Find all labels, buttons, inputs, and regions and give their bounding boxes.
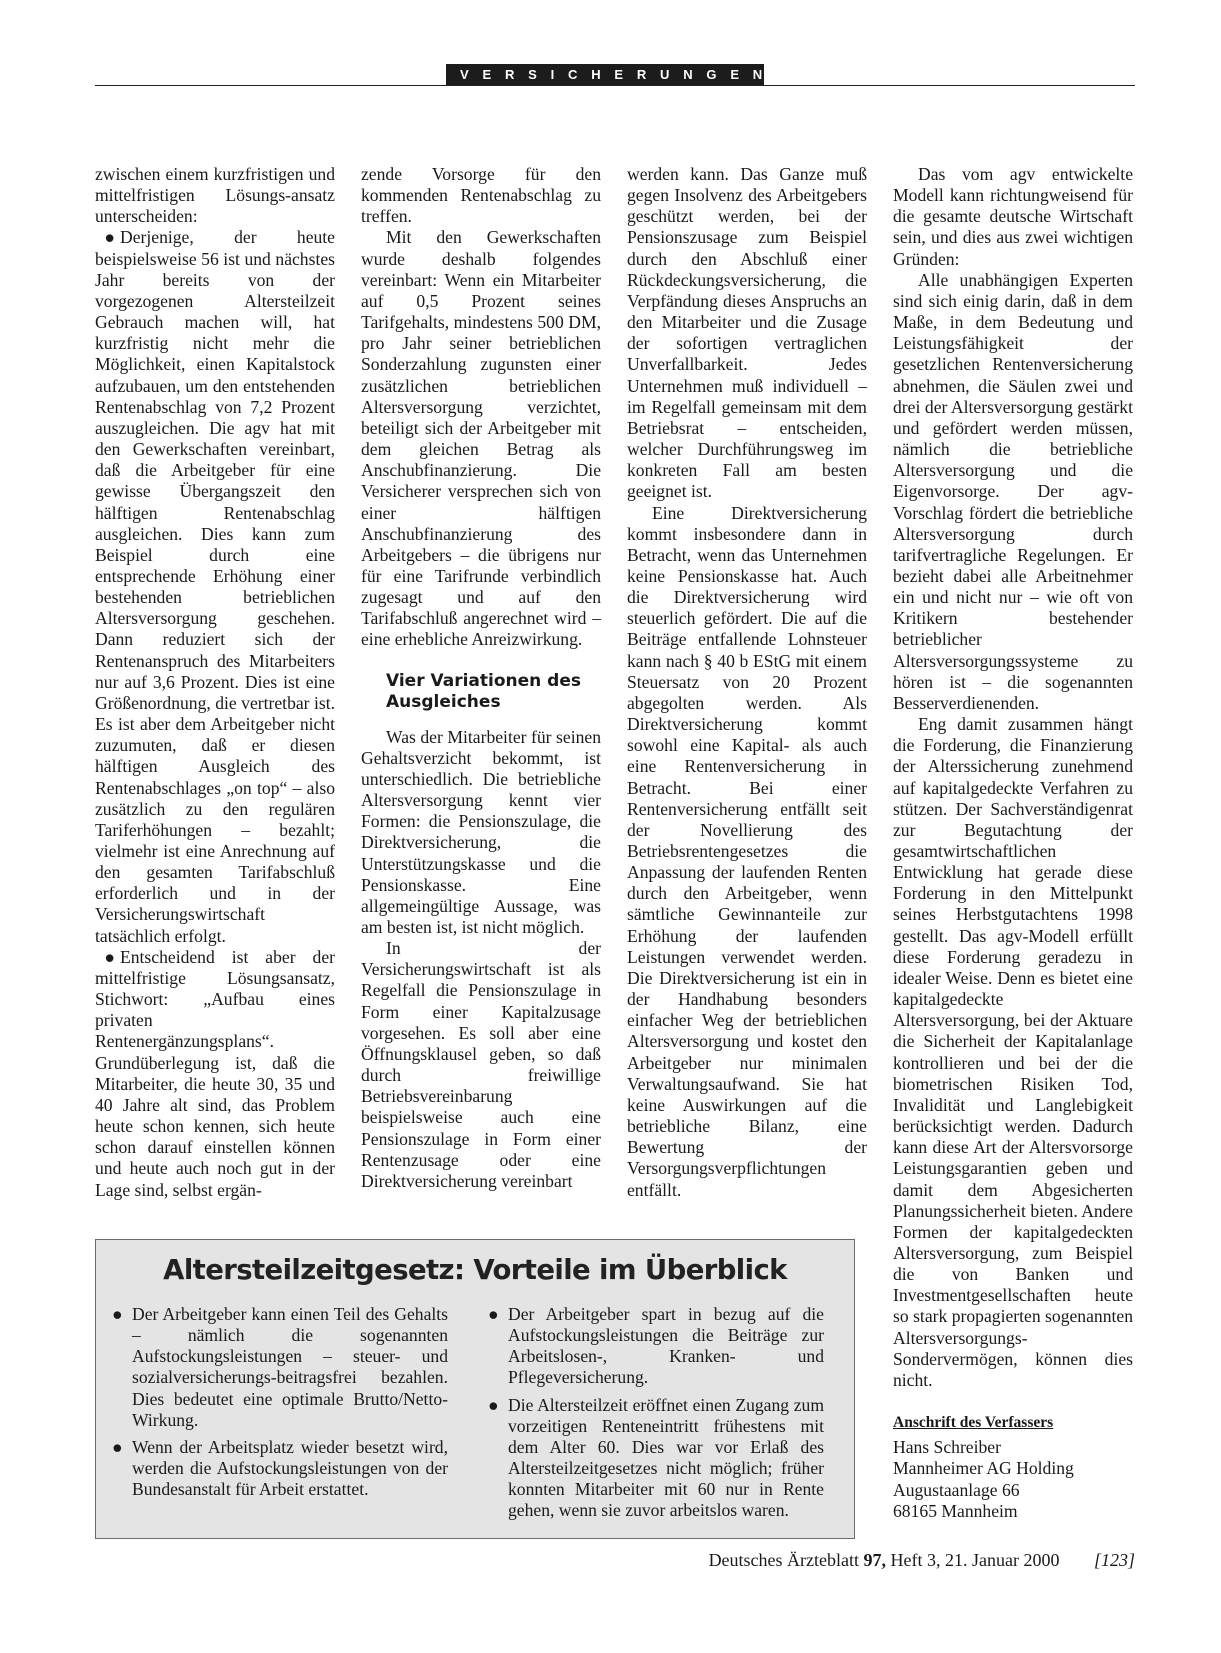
paragraph: zwischen einem kurzfristigen und mittelfristigen Lösungs-ansatz unterscheiden: <box>95 164 335 227</box>
paragraph: Eng damit zusammen hängt die Forderung, die Finanzierung der Alterssicherung zunehmend auf kapitalgedeckte Verfahren zu stützen. Der Sachverständigenrat zur Begutachtung der gesamtwirtschaftlichen Entwicklung hat gerade diese Forderung in den Mittelpunkt seines Herbstgutachtens 1998 gestellt. Das agv-Modell erfüllt diese Forderung geradezu in idealer Weise. Denn es bietet eine kapitalgedeckte Altersversorgung, bei der Aktuare die Sicherheit der Kapitalanlage kontrollieren und bei der die biometrischen Risiken Tod, Invalidität und Langlebigkeit berücksichtigt werden. Dadurch kann diese Art der Altersvorsorge Leistungsgarantien geben und damit dem Abgesicherten Planungssicherheit bieten. Andere Formen der kapitalgedeckten Altersversorgung, zum Beispiel die von Banken und Investmentgesellschaften heute so stark propagierten sogenannten Altersversorgungs-Sondervermögen, können dies nicht. <box>893 714 1133 1390</box>
bullet-text: Entscheidend ist aber der mittelfristige Lösungsansatz, Stichwort: „Aufbau eines privaten Rentenergänzungsplans“. Grundüberlegung ist, daß die Mitarbeiter, die heute 30, 35 und 40 Jahre alt sind, das Problem heute schon kennen, sich heute schon darauf einstellen können und heute auch noch gut in der Lage sind, selbst ergän- <box>95 946 335 1200</box>
paragraph: Was der Mitarbeiter für seinen Gehaltsverzicht bekommt, ist unterschiedlich. Die betriebliche Altersversorgung kennt vier Formen: die Pensionszulage, die Direktversicherung, die Unterstützungskasse und die Pensionskasse. Eine allgemeingültige Aussage, was am besten ist, ist nicht möglich. <box>361 726 601 937</box>
info-box-item <box>108 1437 448 1500</box>
paragraph: werden kann. Das Ganze muß gegen Insolvenz des Arbeitgebers geschützt werden, bei der Pensionszusage zum Beispiel durch den Abschluß einer Rückdeckungsversicherung, die Verpfändung dieses Anspruchs an den Mitarbeiter und die Zusage der sofortigen vertraglichen Unverfallbarkeit. Jedes Unternehmen muß individuell – im Regelfall gemeinsam mit dem Betriebsrat – entscheiden, welcher Durchführungsweg im konkreten Fall am besten geeignet ist. <box>627 164 867 502</box>
info-box-item <box>484 1395 824 1522</box>
section-label: VERSICHERUNGEN <box>446 64 764 85</box>
info-box-item-text: Der Arbeitgeber kann einen Teil des Gehalts – nämlich die sogenannten Aufstockungsleistungen – steuer- und sozialversicherungs-beitragsfrei bezahlen. Dies bedeutet eine optimale Brutto/Netto-Wirkung. <box>132 1304 448 1430</box>
author-name: Hans Schreiber <box>893 1437 1001 1458</box>
info-box-item <box>108 1304 448 1431</box>
page-number: [123] <box>1093 1550 1135 1570</box>
bullet-paragraph <box>95 947 335 1201</box>
author-company: Mannheimer AG Holding <box>893 1458 1074 1479</box>
journal-issue: Heft 3, 21. Januar 2000 <box>890 1550 1060 1570</box>
paragraph: In der Versicherungswirtschaft ist als Regelfall die Pensionszulage in Form einer Kapitalzusage vorgesehen. Es soll aber eine Öffnungsklausel geben, so daß durch freiwillige Betriebsvereinbarung beispielsweise auch eine Pensionszulage in Form einer Rentenzusage oder eine Direktversicherung vereinbart <box>361 938 601 1191</box>
author-address-heading: Anschrift des Verfassers <box>893 1414 1054 1432</box>
info-box-item-text: Wenn der Arbeitsplatz wieder besetzt wird, werden die Aufstockungsleistungen von der Bundesanstalt für Arbeit erstattet. <box>132 1436 448 1500</box>
author-street: Augustaanlage 66 <box>893 1479 1020 1500</box>
article-column-1 <box>95 164 335 1201</box>
info-box-left-column <box>108 1304 448 1506</box>
paragraph: Das vom agv entwickelte Modell kann richtungweisend für die gesamte deutsche Wirtschaft sein, und dies aus zwei wichtigen Gründen: <box>893 164 1133 269</box>
bullet-text: Derjenige, der heute beispielsweise 56 ist und nächstes Jahr bereits von der vorgezogenen Altersteilzeit Gebrauch machen will, hat kurzfristig nicht mehr die Möglichkeit, einen Kapitalstock aufzubauen, um den entstehenden Rentenabschlag von 7,2 Prozent auszugleichen. Die agv hat mit den Gewerkschaften vereinbart, daß die Arbeitgeber für eine gewisse Übergangszeit den hälftigen Rentenabschlag ausgleichen. Dies kann zum Beispiel durch eine entsprechende Erhöhung einer bestehenden betrieblichen Altersversorgung geschehen. Dann reduziert sich der Rentenanspruch des Mitarbeiters nur auf 3,6 Prozent. Dies ist eine Größenordnung, die vertretbar ist. Es ist aber dem Arbeitgeber nicht zuzumuten, daß er diesen hälftigen Ausgleich des Rentenabschlages „on top“ – also zusätzlich zu den regulären Tariferhöhungen – bezahlt; vielmehr ist eine Anrechnung auf den gesamten Tarifabschluß erforderlich und in der Versicherungswirtschaft tatsächlich erfolgt. <box>95 227 335 946</box>
page-footer <box>0 1550 1135 1571</box>
bullet-icon: ● <box>112 1436 123 1457</box>
section-heading: Vier Variationen des Ausgleiches <box>386 670 582 712</box>
bullet-icon: ● <box>112 1304 123 1324</box>
info-box-title: Altersteilzeitgesetz: Vorteile im Überblick <box>163 1254 787 1286</box>
bullet-paragraph <box>95 227 335 946</box>
info-box-item <box>484 1304 824 1389</box>
article-column-2 <box>361 164 601 1192</box>
bullet-icon: ● <box>104 946 115 967</box>
article-column-4 <box>893 164 1133 1522</box>
article-column-3 <box>627 164 867 1201</box>
info-box-item-text: Die Altersteilzeit eröffnet einen Zugang zum vorzeitigen Renteneintritt frühestens mit dem Alter 60. Dies war vor Erlaß des Altersteilzeitgesetzes nicht möglich; früher konnten Mitarbeiter mit 60 nur in Rente gehen, wenn sie zuvor arbeitslos waren. <box>508 1394 824 1521</box>
bullet-icon: ● <box>488 1304 499 1324</box>
journal-name: Deutsches Ärzteblatt <box>708 1550 860 1570</box>
info-box-item-text: Der Arbeitgeber spart in bezug auf die Aufstockungsleistungen die Beiträge zur Arbeitslosen-, Kranken- und Pflegeversicherung. <box>508 1304 824 1388</box>
journal-volume: 97, <box>863 1550 887 1570</box>
paragraph: zende Vorsorge für den kommenden Rentenabschlag zu treffen. <box>361 164 601 227</box>
bullet-icon: ● <box>488 1394 499 1415</box>
paragraph: Alle unabhängigen Experten sind sich einig darin, daß in dem Maße, in dem Bedeutung und Leistungsfähigkeit der gesetzlichen Rentenversicherung abnehmen, die Säulen zwei und drei der Altersversorgung gestärkt und gefördert werden müssen, nämlich die betriebliche Altersversorgung und die Eigenvorsorge. Der agv-Vorschlag fördert die betriebliche Altersversorgung durch tarifvertragliche Regelungen. Er bezieht dabei alle Arbeitnehmer ein und nicht nur – wie oft von Kritikern bestehender betrieblicher Altersversorgungssysteme zu hören ist – die sogenannten Besserverdienenden. <box>893 269 1133 713</box>
bullet-icon: ● <box>104 227 115 248</box>
paragraph: Mit den Gewerkschaften wurde deshalb folgendes vereinbart: Wenn ein Mitarbeiter auf 0,5 Prozent seines Tarifgehalts, mindestens 500 DM, pro Jahr seiner betrieblichen Sonderzahlung zugunsten einer zusätzlichen betrieblichen Altersversorgung verzichtet, beteiligt sich der Arbeitgeber mit dem gleichen Betrag als Anschubfinanzierung. Die Versicherer versprechen sich von einer hälftigen Anschubfinanzierung des Arbeitgebers – die übrigens nur für eine Tarifrunde verbindlich zugesagt und auf den Tarifabschluß angerechnet wird – eine erhebliche Anreizwirkung. <box>361 227 601 650</box>
info-box-right-column <box>484 1304 824 1528</box>
author-city: 68165 Mannheim <box>893 1500 1018 1521</box>
paragraph: Eine Direktversicherung kommt insbesondere dann in Betracht, wenn das Unternehmen keine Pensionskasse hat. Auch die Direktversicherung wird steuerlich gefördert. Die auf die Beiträge entfallende Lohnsteuer kann nach § 40 b EStG mit einem Steuersatz von 20 Prozent abgegolten werden. Als Direktversicherung kommt sowohl eine Kapital- als auch eine Rentenversicherung in Betracht. Bei einer Rentenversicherung entfällt seit der Novellierung des Betriebsrentengesetzes die Anpassung der laufenden Renten durch den Arbeitgeber, wenn sämtliche Gewinnanteile zur Erhöhung der laufenden Leistungen verwendet werden. Die Direktversicherung ist ein in der Handhabung besonders einfacher Weg der betrieblichen Altersversorgung und kostet den Arbeitgeber nur minimalen Verwaltungsaufwand. Sie hat keine Auswirkungen auf die betriebliche Bilanz, eine Bewertung der Versorgungsverpflichtungen entfällt. <box>627 502 867 1200</box>
info-box <box>95 1239 855 1539</box>
section-rule <box>95 85 1135 86</box>
